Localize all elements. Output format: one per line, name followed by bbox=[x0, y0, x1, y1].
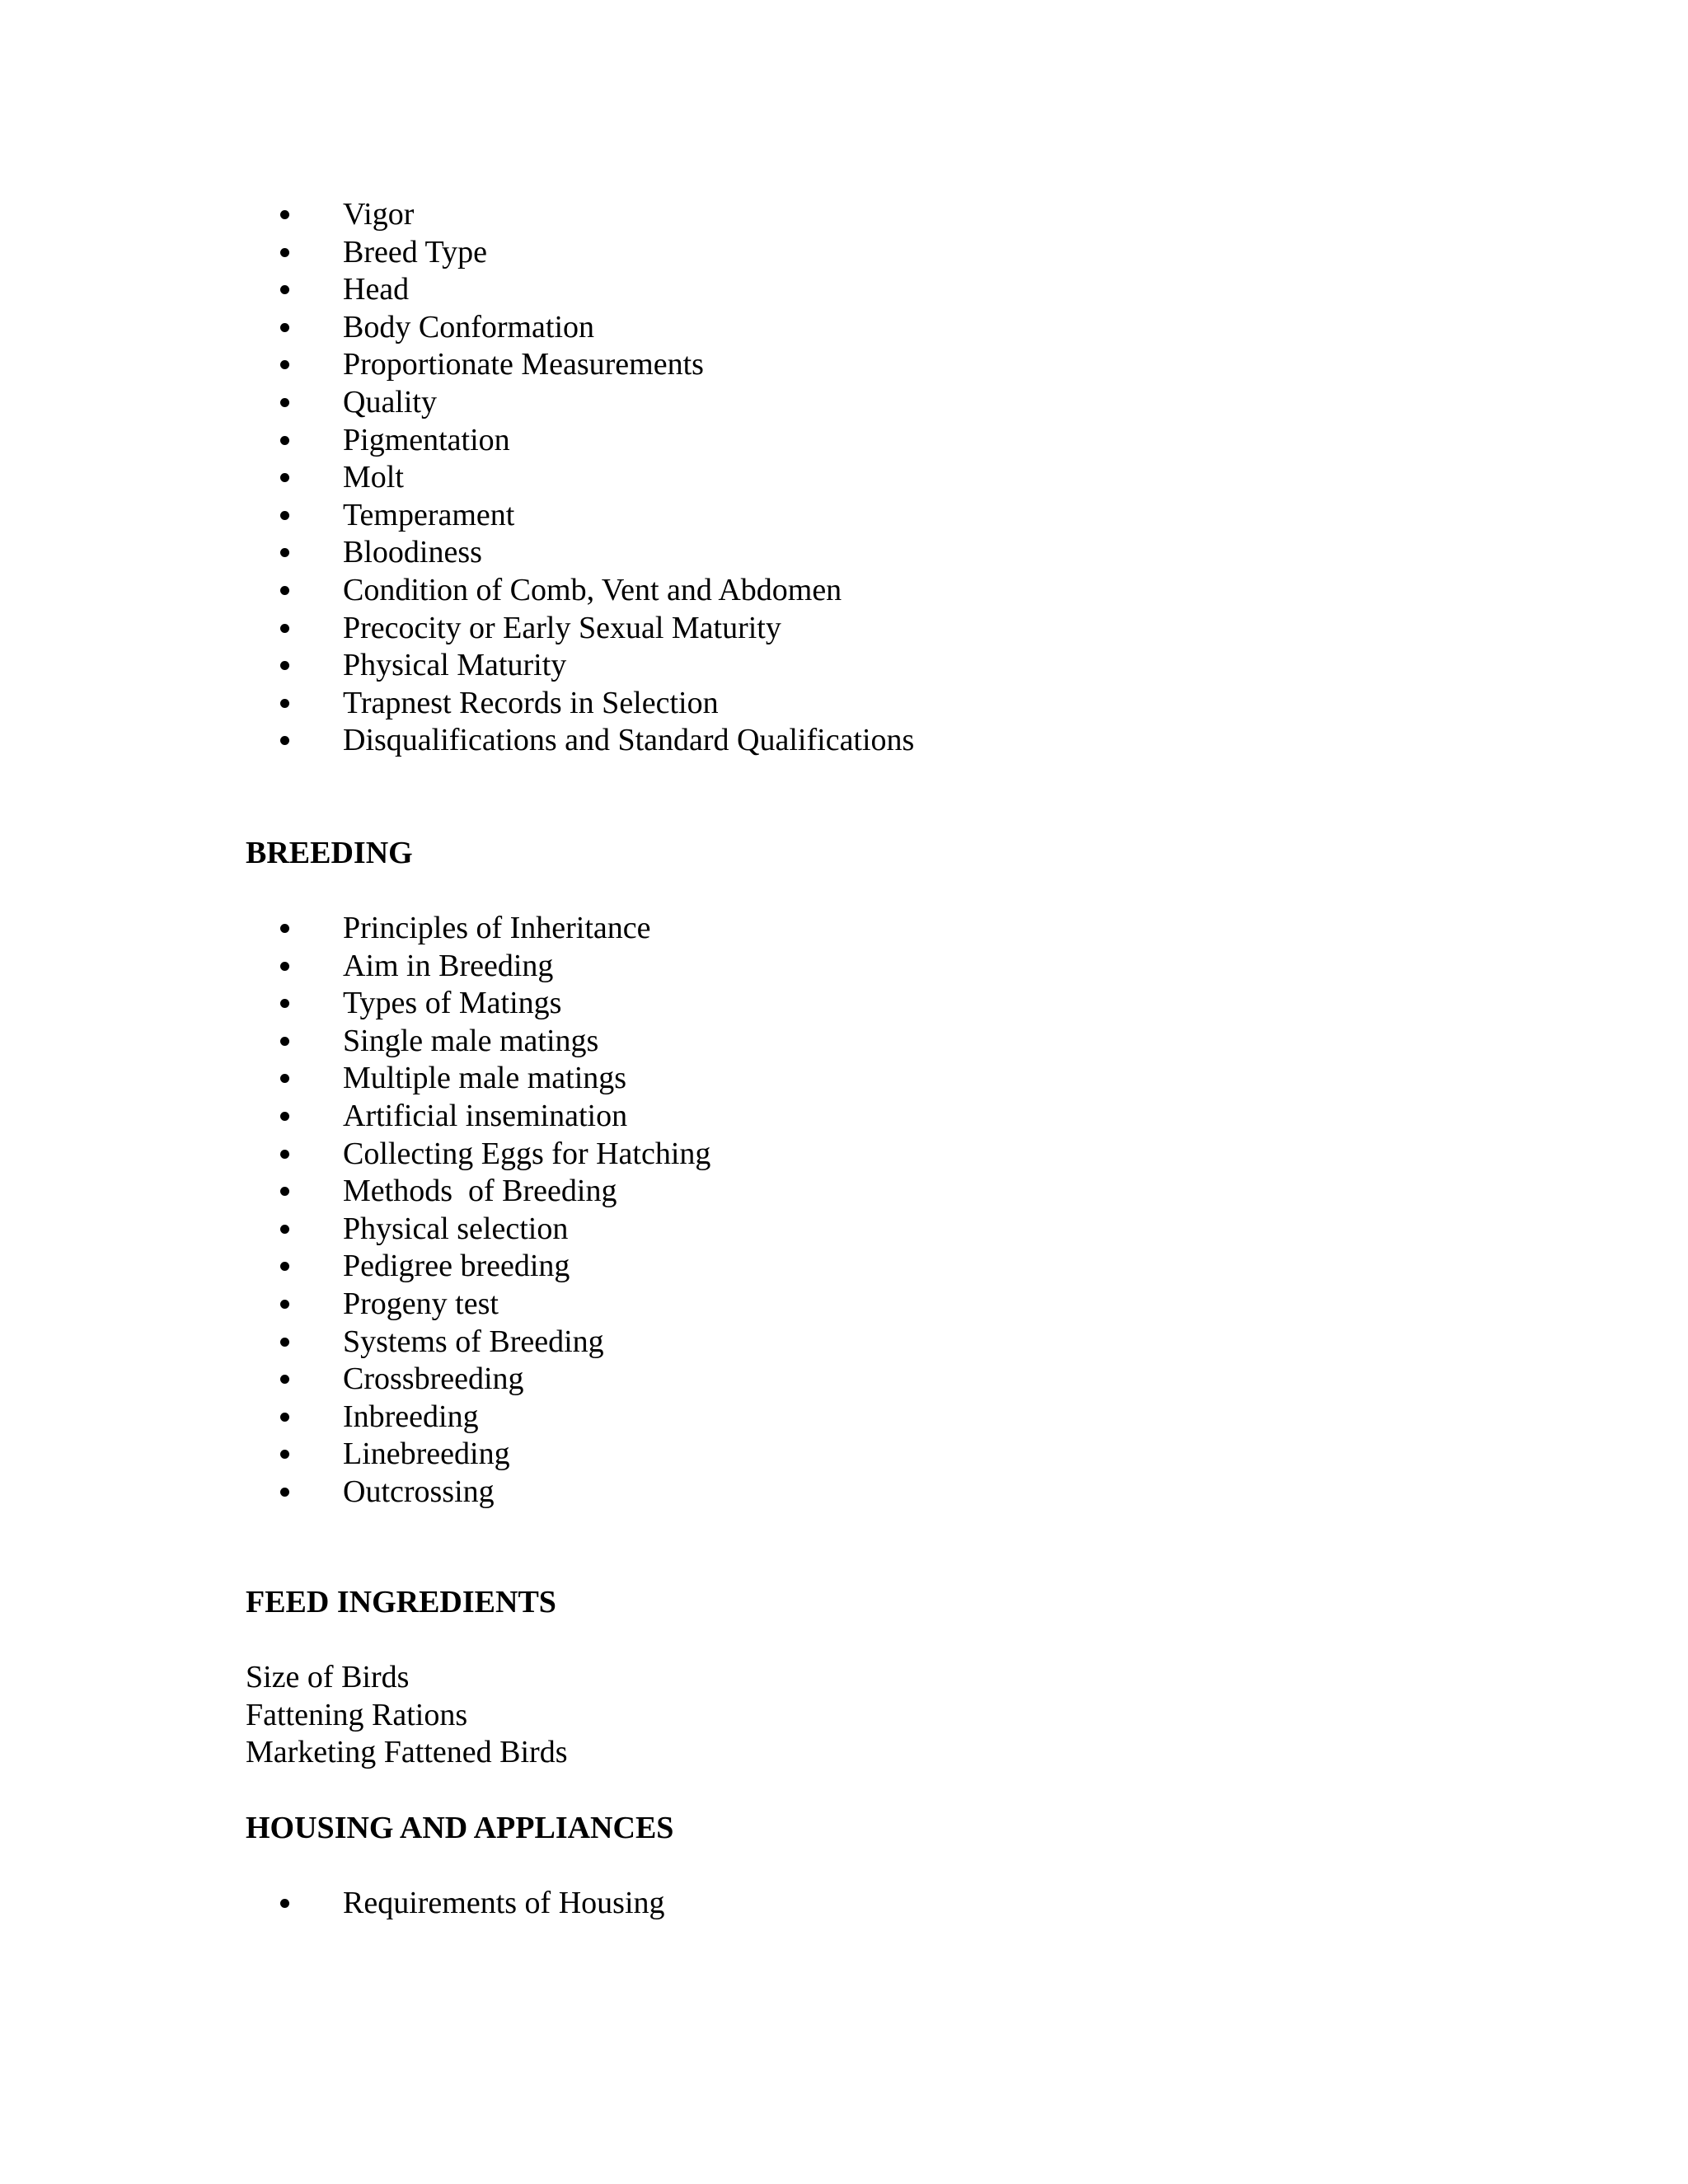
list-item-text: Progeny test bbox=[343, 1286, 499, 1321]
list-item-text: Molt bbox=[343, 460, 404, 495]
list-item-text: Multiple male matings bbox=[343, 1061, 627, 1096]
bullet-icon bbox=[280, 1300, 289, 1309]
list-item-text: Aim in Breeding bbox=[343, 948, 554, 983]
bullet-icon bbox=[280, 1488, 289, 1497]
list-item: Marketing Fattened Birds bbox=[246, 1735, 568, 1770]
list-item-text: Precocity or Early Sexual Maturity bbox=[343, 610, 781, 645]
list-item-text: Principles of Inheritance bbox=[343, 911, 651, 945]
bullet-icon bbox=[280, 360, 289, 369]
list-item-text: Quality bbox=[343, 384, 437, 419]
bullet-icon bbox=[280, 398, 289, 407]
bullet-icon bbox=[280, 323, 289, 332]
list-item-text: Body Conformation bbox=[343, 309, 595, 344]
list-item-text: Proportionate Measurements bbox=[343, 347, 704, 382]
list-item-text: Pigmentation bbox=[343, 422, 510, 457]
list-item-text: Condition of Comb, Vent and Abdomen bbox=[343, 572, 842, 607]
bullet-icon bbox=[280, 1037, 289, 1046]
list-item-text: Physical Maturity bbox=[343, 648, 567, 683]
bullet-icon bbox=[280, 511, 289, 520]
section-heading-feed-ingredients: FEED INGREDIENTS bbox=[246, 1585, 556, 1619]
bullet-icon bbox=[280, 1150, 289, 1159]
bullet-icon bbox=[280, 210, 289, 219]
list-item-text: Methods of Breeding bbox=[343, 1174, 617, 1209]
bullet-icon bbox=[280, 1225, 289, 1234]
list-item-text: Disqualifications and Standard Qualifications bbox=[343, 723, 915, 758]
bullet-icon bbox=[280, 548, 289, 557]
section-heading-breeding: BREEDING bbox=[246, 836, 413, 870]
bullet-icon bbox=[280, 1450, 289, 1459]
list-item-text: Trapnest Records in Selection bbox=[343, 685, 719, 720]
list-item-text: Pedigree breeding bbox=[343, 1249, 570, 1284]
list-item-text: Outcrossing bbox=[343, 1474, 495, 1509]
list-item-text: Temperament bbox=[343, 497, 515, 532]
bullet-icon bbox=[280, 1112, 289, 1121]
section-heading-housing-and-appliances: HOUSING AND APPLIANCES bbox=[246, 1811, 674, 1845]
list-item-text: Crossbreeding bbox=[343, 1361, 524, 1397]
list-item-text: Collecting Eggs for Hatching bbox=[343, 1136, 711, 1171]
bullet-icon bbox=[280, 285, 289, 294]
feed-ingredients-list bbox=[246, 1659, 567, 1772]
list-item-text: Types of Matings bbox=[343, 986, 562, 1021]
bullet-icon bbox=[280, 248, 289, 257]
list-item-text: Systems of Breeding bbox=[343, 1324, 604, 1359]
bullet-icon bbox=[280, 473, 289, 482]
bullet-icon bbox=[280, 924, 289, 933]
bullet-icon bbox=[280, 1375, 289, 1384]
bullet-icon bbox=[280, 1413, 289, 1422]
list-item-text: Linebreeding bbox=[343, 1436, 510, 1472]
list-item-text: Breed Type bbox=[343, 234, 487, 269]
bullet-icon bbox=[280, 736, 289, 745]
bullet-icon bbox=[280, 661, 289, 670]
list-item-text: Physical selection bbox=[343, 1211, 569, 1246]
bullet-icon bbox=[280, 999, 289, 1008]
bullet-icon bbox=[280, 436, 289, 445]
list-item-text: Single male matings bbox=[343, 1023, 599, 1058]
bullet-icon bbox=[280, 1074, 289, 1083]
bullet-icon bbox=[280, 962, 289, 971]
list-item-text: Vigor bbox=[343, 197, 415, 232]
list-item-text: Requirements of Housing bbox=[343, 1886, 665, 1920]
list-item: Size of Birds bbox=[246, 1660, 410, 1694]
bullet-icon bbox=[280, 586, 289, 595]
list-item-text: Head bbox=[343, 272, 410, 307]
bullet-icon bbox=[280, 1262, 289, 1271]
bullet-icon bbox=[280, 1899, 289, 1908]
list-item-text: Inbreeding bbox=[343, 1399, 479, 1434]
list-item-text: Bloodiness bbox=[343, 535, 482, 570]
list-item-text: Artificial insemination bbox=[343, 1098, 628, 1133]
bullet-icon bbox=[280, 699, 289, 708]
list-item: Fattening Rations bbox=[246, 1697, 468, 1732]
bullet-icon bbox=[280, 624, 289, 633]
bullet-icon bbox=[280, 1338, 289, 1347]
bullet-icon bbox=[280, 1187, 289, 1196]
